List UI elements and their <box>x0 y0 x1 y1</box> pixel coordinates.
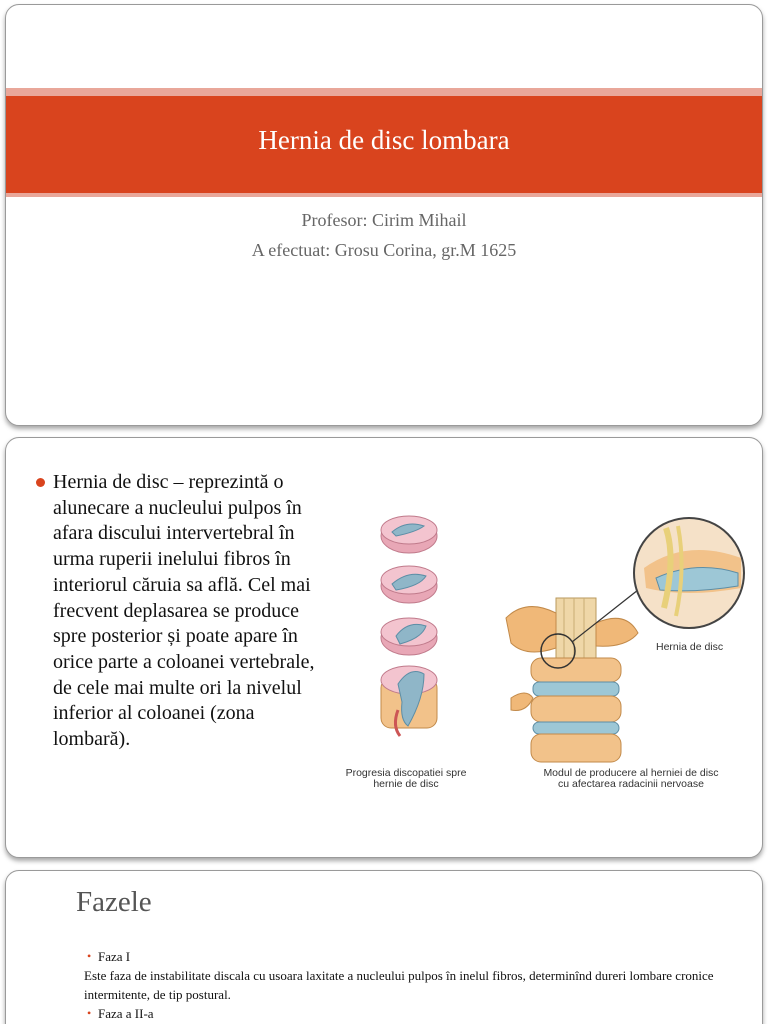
definition-text: Hernia de disc – reprezintă o alunecare a nucleului pulpos în afara discului intervertebral în urma ruperii inelului fibros în interiorul căruia sa află. Cel mai frecvent deplasarea se produce spre posterior și poate apare în orice parte a coloanei vertebrale, de cele mai multe ori la nivelul inferior al coloanei (zona lombară). <box>53 471 315 751</box>
right-caption: Modul de producere al herniei de disc cu afectarea radacinii nervoase <box>543 767 719 790</box>
phases-list <box>86 947 726 1023</box>
disc-progression-icon <box>381 516 437 736</box>
title-band-top-stripe <box>6 88 762 96</box>
phase-label: Faza I <box>98 949 131 964</box>
phase-item <box>86 947 726 966</box>
magnified-hernia-icon <box>634 518 744 628</box>
bullet-icon: • <box>87 949 92 963</box>
phase-label: Faza a II-a <box>98 1006 154 1021</box>
spine-icon <box>506 590 638 762</box>
definition-slide <box>5 437 763 858</box>
presentation-title: Hernia de disc lombara <box>258 125 510 155</box>
left-caption: Progresia discopatiei spre hernie de disc <box>345 767 467 790</box>
professor-line: Profesor: Cirim Mihail <box>301 210 467 230</box>
phase-item <box>86 1004 726 1023</box>
hernia-label: Hernia de disc <box>656 641 724 653</box>
phase-description: Este faza de instabilitate discala cu usoara laxitate a nucleului pulpos în inelul fibros, determinînd dureri lombare cronice intermitente, de tip postural. <box>84 968 714 1002</box>
title-band-bottom-stripe <box>6 193 762 197</box>
phases-title: Fazele <box>76 886 152 918</box>
disc-hernia-illustration <box>326 498 756 798</box>
bullet-icon: • <box>87 1006 92 1020</box>
bullet-dot-icon <box>36 478 45 487</box>
title-slide <box>5 4 763 426</box>
phases-slide <box>5 870 763 1024</box>
author-line: A efectuat: Grosu Corina, gr.M 1625 <box>251 240 517 260</box>
